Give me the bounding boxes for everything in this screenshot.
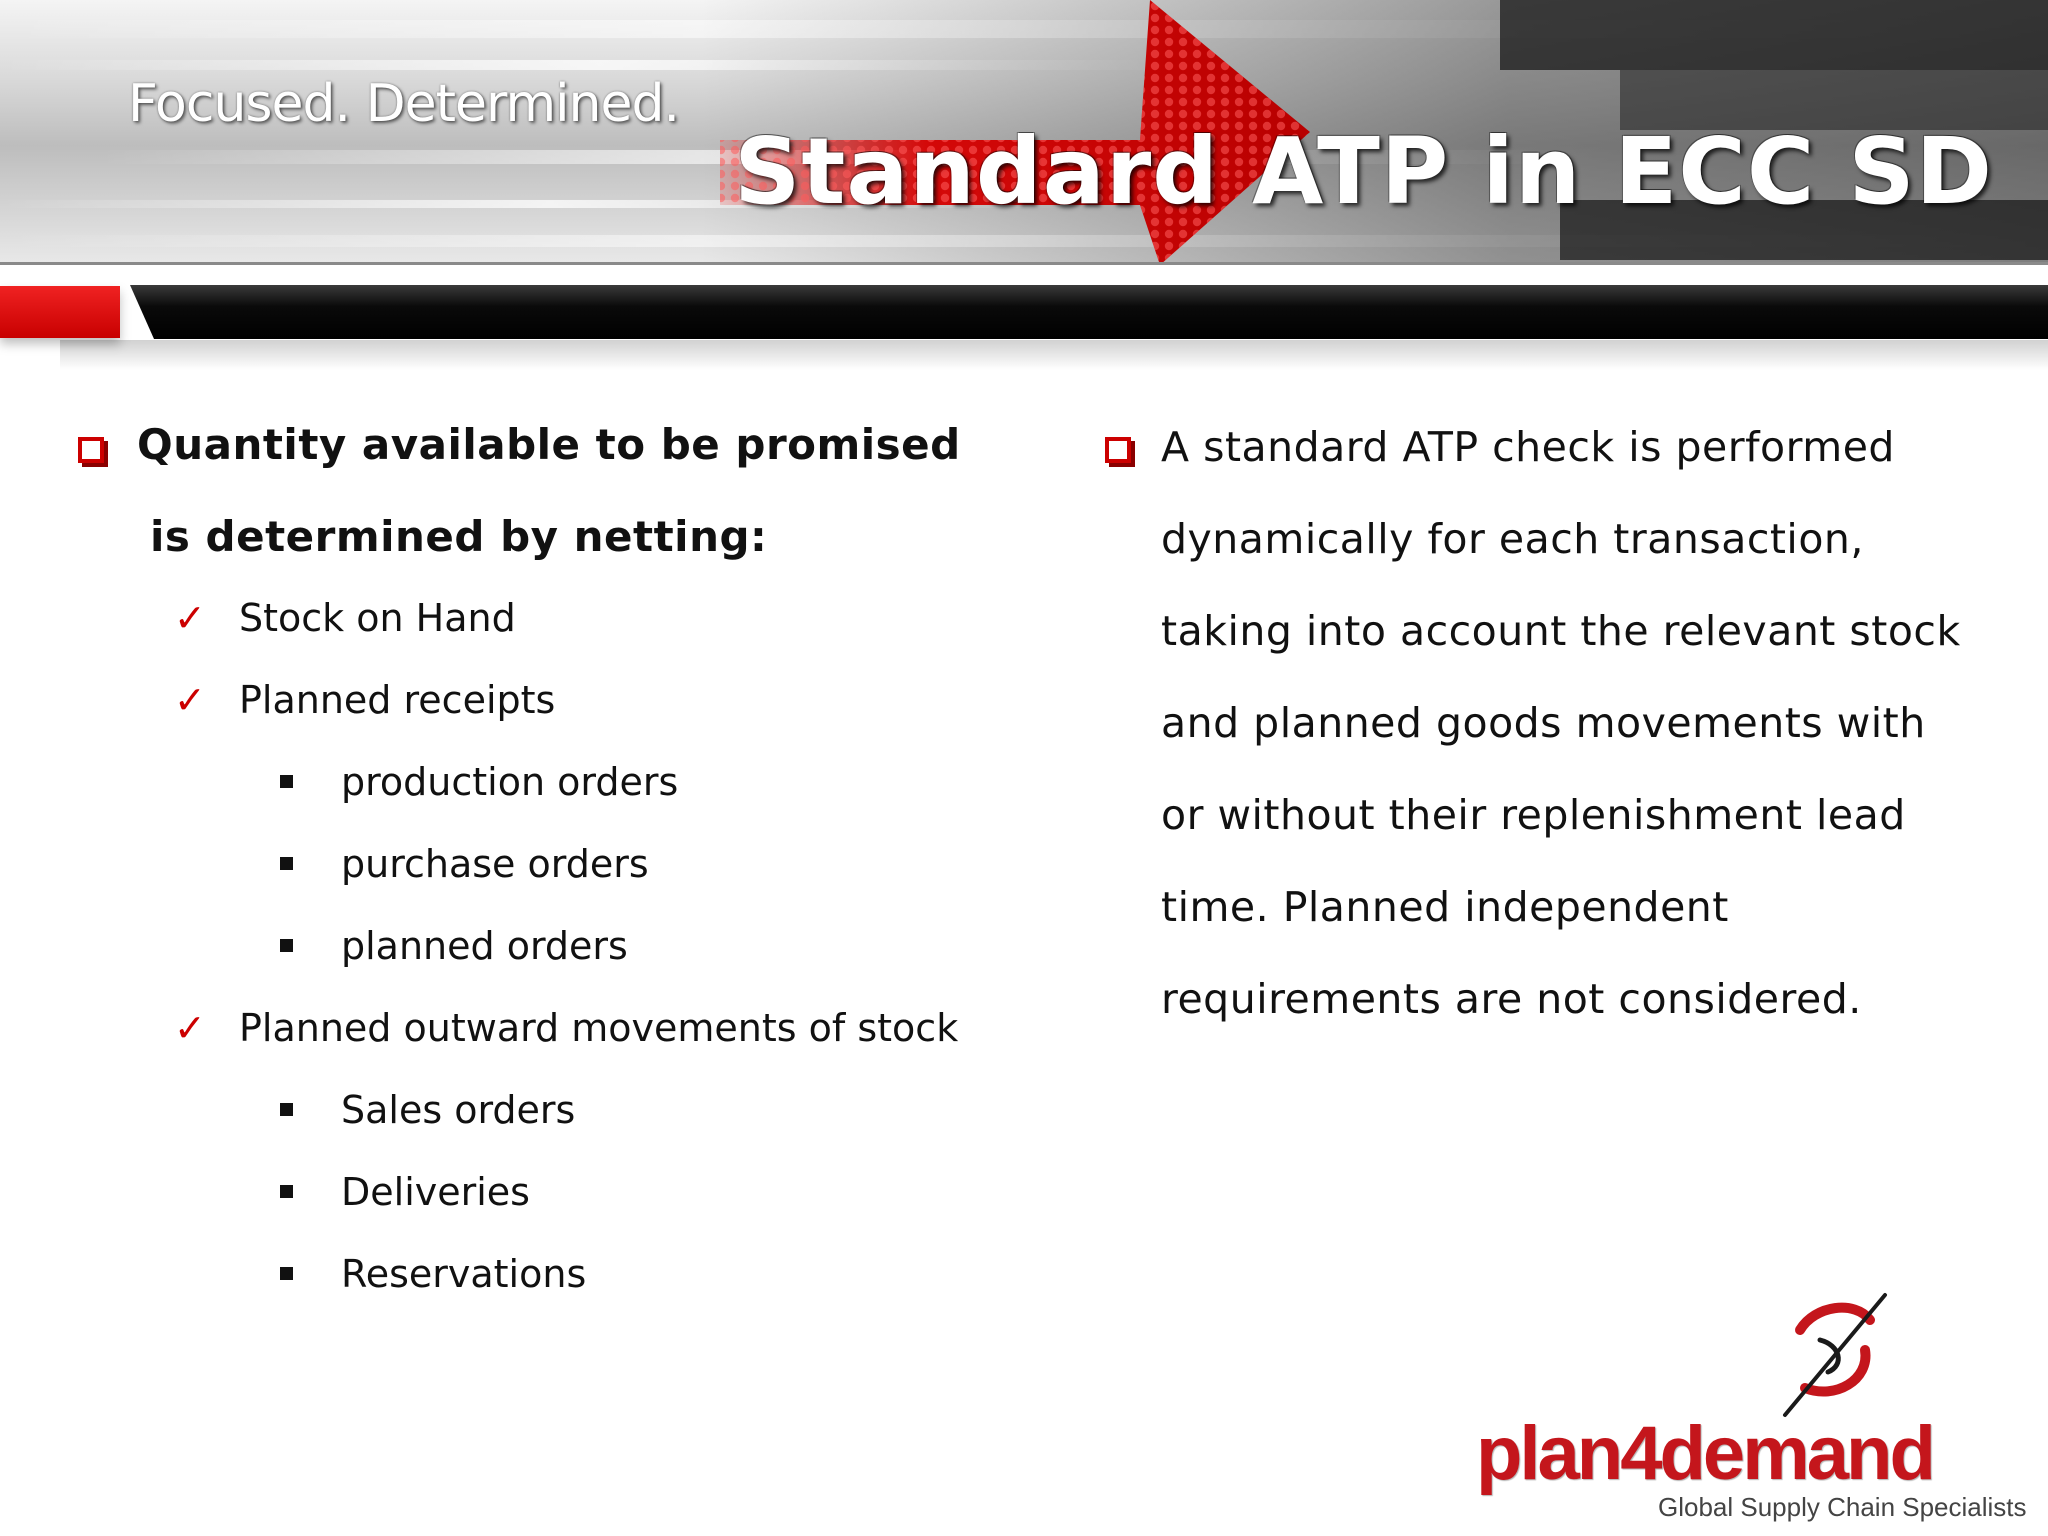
filled-square-icon	[280, 775, 293, 788]
paragraph-line: time. Planned independent	[1161, 883, 1729, 931]
hollow-square-icon	[1105, 437, 1131, 463]
filled-square-icon	[280, 1267, 293, 1280]
filled-square-icon	[280, 1185, 293, 1198]
checkmark-icon: ✓	[174, 1006, 206, 1050]
paragraph-line: and planned goods movements with	[1161, 699, 1926, 747]
divider-red-block	[0, 286, 120, 338]
filled-square-icon	[280, 1103, 293, 1116]
paragraph-line: or without their replenishment lead	[1161, 791, 1906, 839]
paragraph-line: A standard ATP check is performed	[1161, 423, 1895, 471]
sub-list-item: planned orders	[341, 924, 628, 968]
header-banner	[0, 0, 2048, 265]
hollow-square-icon	[78, 437, 104, 463]
paragraph-line: taking into account the relevant stock	[1161, 607, 1961, 655]
slide-title: Standard ATP in ECC SD	[734, 118, 1993, 225]
list-item: Stock on Hand	[239, 596, 516, 640]
list-item: Planned outward movements of stock	[239, 1006, 959, 1050]
logo-swoosh-icon	[1760, 1290, 1900, 1420]
sub-list-item: purchase orders	[341, 842, 649, 886]
list-item: Planned receipts	[239, 678, 556, 722]
company-logo	[1470, 1290, 2030, 1520]
sub-list-item: Deliveries	[341, 1170, 530, 1214]
checkmark-icon: ✓	[174, 678, 206, 722]
paragraph-line: dynamically for each transaction,	[1161, 515, 1864, 563]
filled-square-icon	[280, 939, 293, 952]
checkmark-icon: ✓	[174, 596, 206, 640]
divider-black-bar	[130, 285, 2048, 339]
heading-line-1: Quantity available to be promised	[137, 420, 961, 469]
tagline: Focused. Determined.	[128, 74, 680, 134]
sub-list-item: Reservations	[341, 1252, 587, 1296]
heading-line-2: is determined by netting:	[150, 512, 768, 561]
logo-wordmark: plan4demand	[1476, 1411, 1933, 1496]
filled-square-icon	[280, 857, 293, 870]
logo-subtitle: Global Supply Chain Specialists	[1658, 1492, 2027, 1522]
divider-shadow	[60, 340, 2048, 370]
paragraph-line: requirements are not considered.	[1161, 975, 1862, 1023]
sub-list-item: production orders	[341, 760, 679, 804]
sub-list-item: Sales orders	[341, 1088, 576, 1132]
